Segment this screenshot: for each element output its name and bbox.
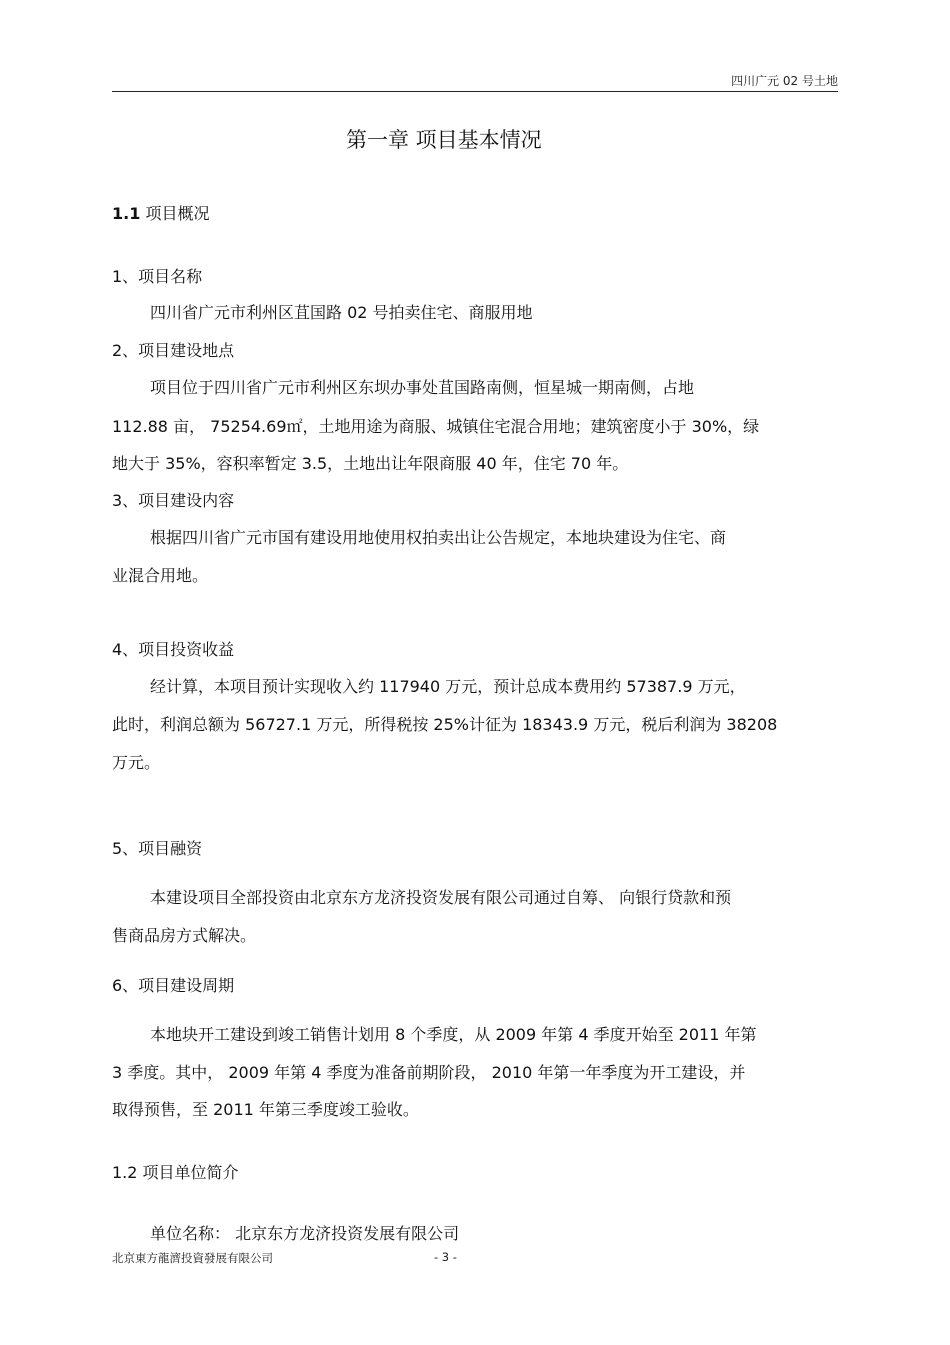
unit-value: 北京东方龙济投资发展有限公司	[235, 1224, 460, 1243]
item-3-line-2: 业混合用地。	[112, 566, 209, 585]
item-2-line-1: 项目位于四川省广元市利州区东坝办事处苴国路南侧，恒星城一期南侧，占地	[150, 378, 695, 397]
item-6-line-3: 取得预售，至 2011 年第三季度竣工验收。	[112, 1100, 419, 1119]
section-1-1-heading	[112, 201, 209, 224]
item-2-line-2: 112.88 亩， 75254.69㎡，土地用途为商服、城镇住宅混合用地；建筑密度小于 30%，绿	[112, 417, 760, 436]
item-2-heading: 2、项目建设地点	[112, 341, 235, 360]
section-1-1-title: 项目概况	[145, 204, 210, 223]
section-1-1-number: 1.1	[112, 204, 141, 223]
item-4-line-2: 此时，利润总额为 56727.1 万元，所得税按 25%计征为 18343.9 万元，税后利润为 38208	[112, 715, 778, 734]
section-1-2-heading: 1.2 项目单位简介	[112, 1163, 239, 1182]
item-3-heading: 3、项目建设内容	[112, 491, 235, 510]
item-6-line-1: 本地块开工建设到竣工销售计划用 8 个季度，从 2009 年第 4 季度开始至 2011 年第	[150, 1025, 757, 1044]
chapter-title: 第一章 项目基本情况	[346, 128, 542, 152]
item-3-line-1: 根据四川省广元市国有建设用地使用权拍卖出让公告规定，本地块建设为住宅、商	[150, 528, 727, 547]
unit-label: 单位名称：	[150, 1224, 231, 1243]
item-5-line-1: 本建设项目全部投资由北京东方龙济投资发展有限公司通过自筹、 向银行贷款和预	[150, 888, 732, 907]
item-5-heading: 5、项目融资	[112, 839, 203, 858]
item-2-line-3: 地大于 35%，容积率暂定 3.5，土地出让年限商服 40 年，住宅 70 年。	[112, 454, 629, 473]
footer-page-number: - 3 -	[434, 1250, 457, 1264]
unit-line	[150, 1221, 459, 1244]
item-4-heading: 4、项目投资收益	[112, 640, 235, 659]
item-1-line-1: 四川省广元市利州区苴国路 02 号拍卖住宅、商服用地	[150, 303, 533, 322]
item-1-heading: 1、项目名称	[112, 267, 203, 286]
item-6-heading: 6、项目建设周期	[112, 976, 235, 995]
header-rule	[112, 91, 838, 92]
item-4-line-3: 万元。	[112, 753, 161, 772]
item-5-line-2: 售商品房方式解决。	[112, 926, 257, 945]
header-right-text: 四川广元 02 号土地	[731, 74, 838, 88]
footer-left-text: 北京東方龍濟投資發展有限公司	[112, 1251, 273, 1265]
item-6-line-2: 3 季度。其中， 2009 年第 4 季度为准备前期阶段， 2010 年第一年季度为开工建设，并	[112, 1063, 746, 1082]
item-4-line-1: 经计算，本项目预计实现收入约 117940 万元，预计总成本费用约 57387.9 万元，	[150, 677, 746, 696]
